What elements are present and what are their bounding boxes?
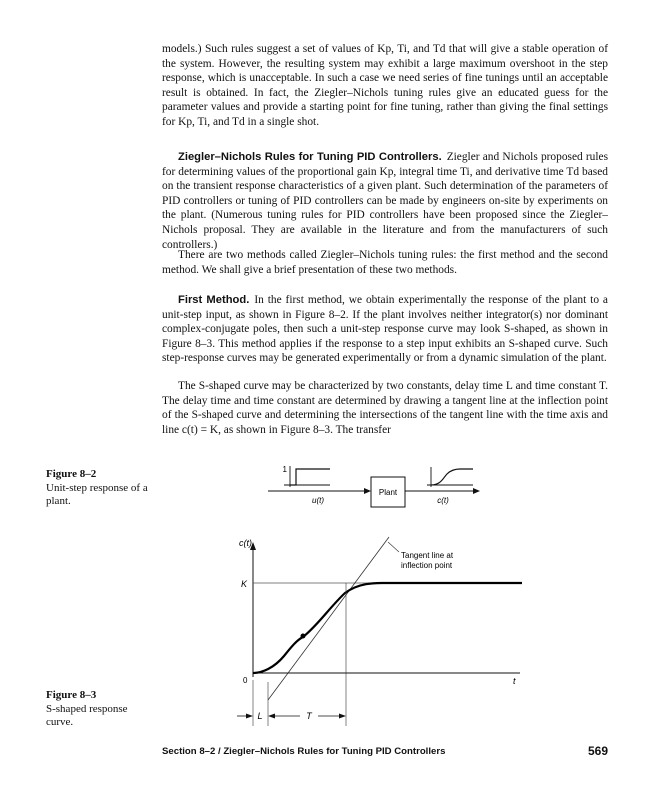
paragraph-first-method-text: In the first method, we obtain experimentally the response of the plant to a unit-step input, as shown in Figure 8–2. If the plant involves neither integrator(s) nor dominant complex-conjugate poles, then such a unit-step response curve may look S-shaped, as shown in Figure 8–3. This method applies if the response to a step input exhibits an S-shaped curve. Such step-response curves may be generated experimentally or from a dynamic simulation of the plant. bbox=[162, 294, 608, 365]
figure-3-number: Figure 8–3 bbox=[46, 689, 97, 701]
output-signal-label: c(t) bbox=[437, 496, 449, 505]
plant-block-label: Plant bbox=[378, 488, 398, 497]
level-k-label: K bbox=[241, 579, 248, 589]
step-value-label: 1 bbox=[282, 465, 287, 474]
run-in-heading-zn: Ziegler–Nichols Rules for Tuning PID Controllers. bbox=[178, 151, 442, 163]
tangent-annotation-line-1: Tangent line at bbox=[401, 551, 454, 560]
tangent-line bbox=[268, 537, 389, 700]
paragraph-two-methods-text: There are two methods called Ziegler–Nichols tuning rules: the first method and the second method. We shall give a brief presentation of these two methods. bbox=[162, 249, 608, 276]
s-shaped-response-curve bbox=[253, 583, 522, 673]
page-footer bbox=[162, 744, 608, 760]
time-constant-label: T bbox=[306, 711, 312, 721]
delay-arrowhead-left bbox=[246, 714, 253, 719]
figure-3-caption-text: S-shaped response curve. bbox=[46, 702, 128, 728]
x-axis-label: t bbox=[513, 676, 516, 686]
paragraph-s-curve-text: The S-shaped curve may be characterized by two constants, delay time L and time constant T. The delay time and time constant are determined by drawing a tangent line at the inflection point of the S-shaped curve and determining the intersections of the tangent line with the time axis and line c(t) = K, as shown in Figure 8–3. The transfer bbox=[162, 380, 608, 436]
y-axis-label: c(t) bbox=[239, 538, 252, 548]
paragraph-intro: models.) Such rules suggest a set of values of Kp, Ti, and Td that will give a stable operation of the system. However, the resulting system may exhibit a large maximum overshoot in the step response, which is unacceptable. In such a case we need series of fine tunings until an acceptable result is obtained. In fact, the Ziegler–Nichols tuning rules give an educated guess for the parameter values and provide a starting point for fine tuning, rather than giving the final settings for Kp, Ti, and Td in a single shot. bbox=[162, 43, 608, 128]
run-in-heading-first-method: First Method. bbox=[178, 294, 250, 306]
figure-2-caption-text: Unit-step response of a plant. bbox=[46, 481, 148, 507]
origin-label: 0 bbox=[243, 676, 248, 685]
page-number: 569 bbox=[587, 744, 608, 758]
time-constant-arrowhead-right bbox=[339, 714, 346, 719]
footer-section-title: Section 8–2 / Ziegler–Nichols Rules for Tuning PID Controllers bbox=[162, 746, 446, 757]
tangent-annotation-line-2: inflection point bbox=[401, 561, 453, 570]
figure-2-number: Figure 8–2 bbox=[46, 468, 97, 480]
input-signal-label: u(t) bbox=[312, 496, 324, 505]
paragraph-zn-rules-text: Ziegler and Nichols proposed rules for determining values of the proportional gain Kp, integral time Ti, and derivative time Td based on the transient response characteristics of a given plant. Such determination of the parameters of PID controllers or tuning of PID controllers can be made by engineers on-site by experiments on the plant. (Numerous tuning rules for PID controllers have been proposed since the Ziegler–Nichols proposal. They are available in the literature and from the manufacturers of such controllers.) bbox=[162, 151, 609, 251]
delay-time-label: L bbox=[257, 711, 263, 721]
time-constant-arrowhead-left bbox=[268, 714, 275, 719]
tangent-annotation-leader bbox=[388, 542, 399, 552]
inflection-point-marker bbox=[301, 634, 306, 639]
